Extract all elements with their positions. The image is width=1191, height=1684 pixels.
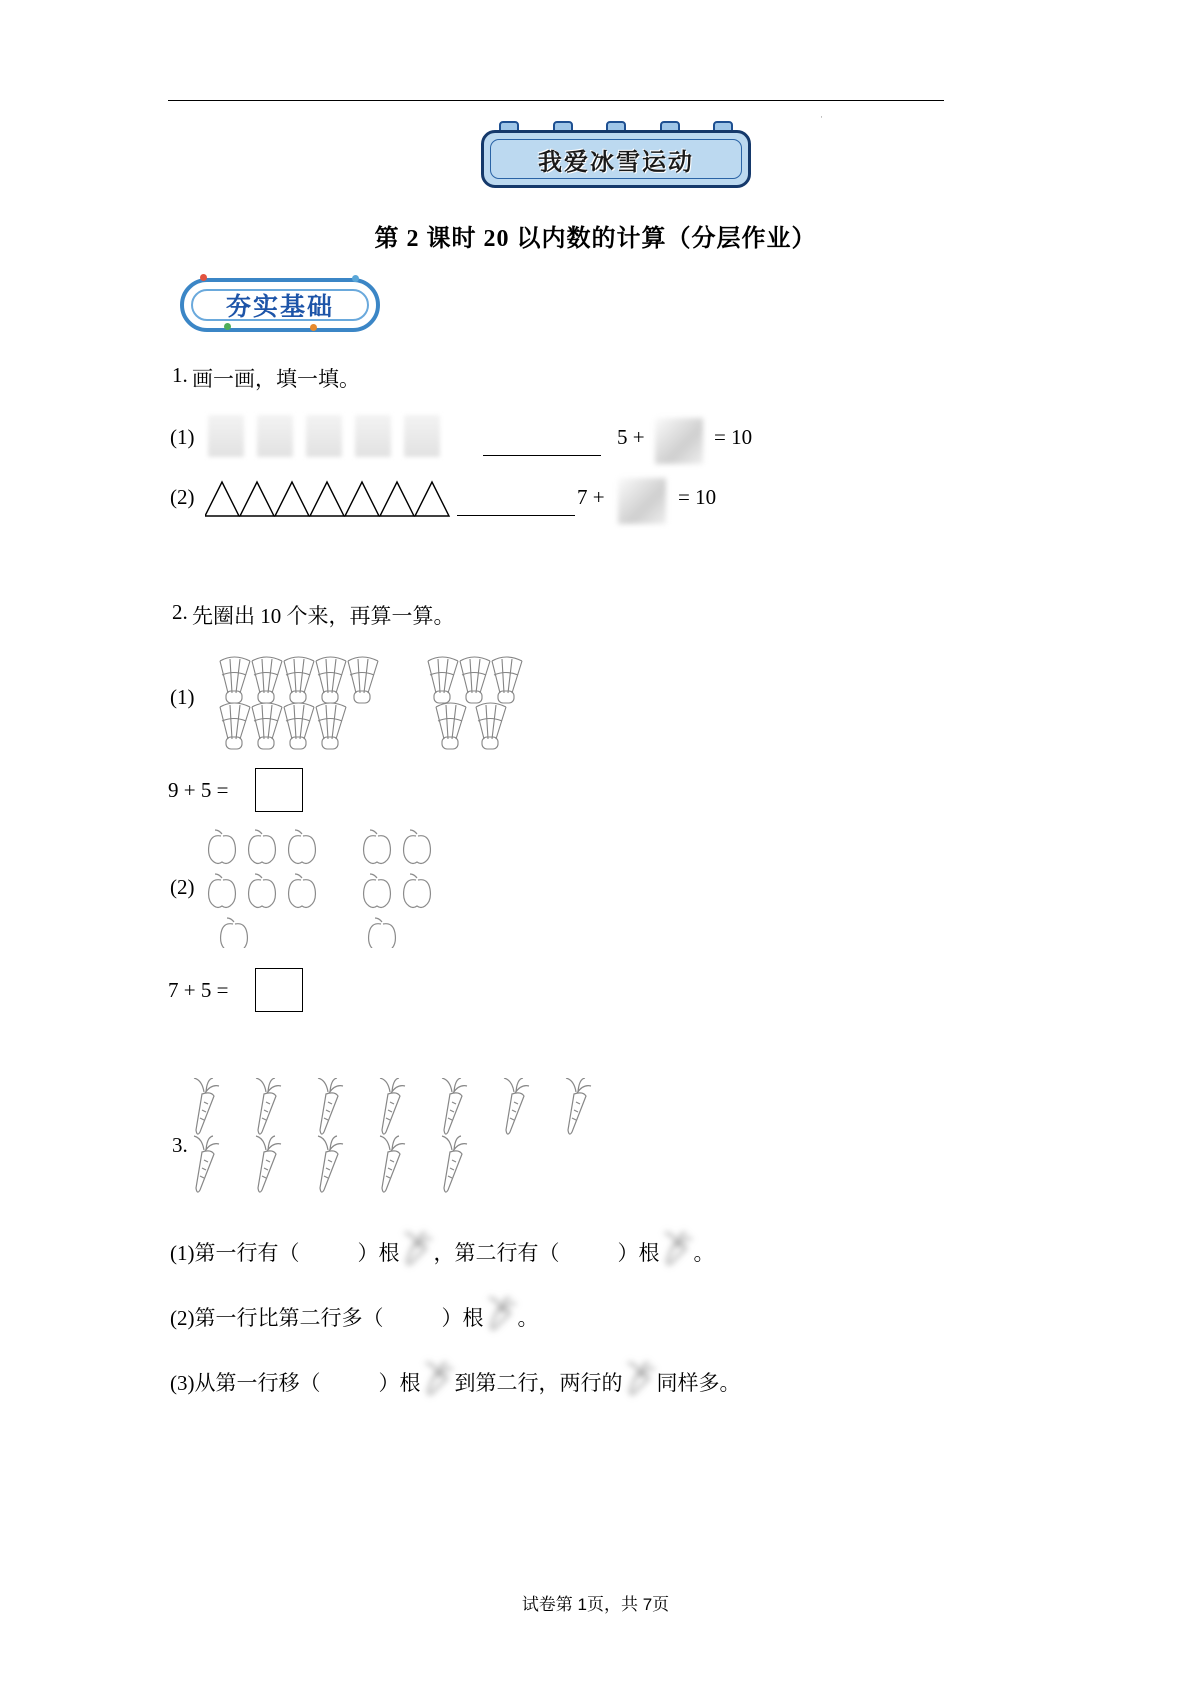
page-footer: 试卷第 1页，共 7页 bbox=[521, 1595, 670, 1614]
page-title: 第 2 课时 20 以内数的计算（分层作业） bbox=[374, 226, 817, 252]
question-3-item-3-text-c: 到第二行，两行的 bbox=[454, 1371, 623, 1395]
question-3-number: 3. bbox=[172, 1133, 188, 1157]
blurred-square bbox=[257, 415, 293, 457]
banner-title: 我爱冰雪运动 bbox=[538, 147, 694, 176]
carrot-icon bbox=[484, 1297, 518, 1337]
question-1-number: 1. bbox=[172, 363, 188, 387]
question-1-item-1-equation-right: = 10 bbox=[714, 425, 753, 449]
decor-dot-blue bbox=[352, 275, 359, 282]
blurred-square bbox=[404, 415, 440, 457]
question-1-item-2-equation-right: = 10 bbox=[678, 485, 717, 509]
header-rule bbox=[168, 100, 944, 101]
question-3-item-2-text-c: 。 bbox=[517, 1306, 539, 1330]
question-2-item-2-label: (2) bbox=[170, 875, 195, 899]
question-3-item-1-label: (1) bbox=[170, 1241, 195, 1265]
question-2-item-1-label: (1) bbox=[170, 685, 195, 709]
question-3-item-3 bbox=[170, 1362, 741, 1402]
section-badge bbox=[180, 278, 380, 332]
question-2-item-1-equation: 9 + 5 = bbox=[168, 778, 229, 802]
question-2-item-2-answer-box[interactable] bbox=[255, 968, 303, 1012]
question-3-item-1-text-d: ）根 bbox=[617, 1241, 660, 1265]
blurred-square bbox=[355, 415, 391, 457]
question-3-item-2-label: (2) bbox=[170, 1306, 195, 1330]
question-2-item-2-equation: 7 + 5 = bbox=[168, 978, 229, 1002]
question-3-item-3-text-a: 从第一行移（ bbox=[194, 1371, 321, 1395]
question-1-item-1-equation-left: 5 + bbox=[617, 425, 645, 449]
question-2-item-1-answer-box[interactable] bbox=[255, 768, 303, 812]
carrot-icon bbox=[660, 1232, 694, 1272]
carrot-icon bbox=[421, 1362, 455, 1402]
question-1-item-1-label: (1) bbox=[170, 425, 195, 449]
banner-plaque bbox=[481, 130, 751, 188]
question-1-item-2-equation-left: 7 + bbox=[577, 485, 605, 509]
question-1-item-2-answer-box[interactable] bbox=[618, 478, 666, 524]
question-3-item-3-label: (3) bbox=[170, 1371, 195, 1395]
carrot-icon bbox=[400, 1232, 434, 1272]
question-2-number: 2. bbox=[172, 600, 188, 624]
question-1-item-2-blank[interactable] bbox=[457, 515, 575, 516]
question-2-item-1-shuttlecocks bbox=[218, 645, 548, 755]
question-3-item-1-text-c: ，第二行有（ bbox=[433, 1241, 560, 1265]
question-3-item-1-text-e: 。 bbox=[693, 1241, 715, 1265]
blurred-square bbox=[306, 415, 342, 457]
question-1-prompt: 画一画，填一填。 bbox=[192, 367, 360, 391]
decor-dot-orange bbox=[310, 324, 317, 331]
question-3-item-1-text-b: ）根 bbox=[357, 1241, 400, 1265]
question-2-item-2-apples bbox=[205, 828, 445, 948]
question-1-item-1-shapes bbox=[208, 415, 458, 461]
question-3-item-1-text-a: 第一行有（ bbox=[194, 1241, 300, 1265]
blurred-square bbox=[208, 415, 244, 457]
question-3-item-2-text-b: ）根 bbox=[441, 1306, 484, 1330]
decor-dot-red bbox=[200, 274, 207, 281]
page-corner-mark: · bbox=[820, 112, 823, 122]
question-1-item-1-answer-box[interactable] bbox=[655, 418, 703, 464]
question-1-item-2-triangles bbox=[205, 480, 451, 518]
question-3-item-3-text-d: 同样多。 bbox=[656, 1371, 741, 1395]
question-1-item-2-label: (2) bbox=[170, 485, 195, 509]
question-3-item-1 bbox=[170, 1232, 715, 1272]
decor-dot-green bbox=[224, 323, 231, 330]
question-3-item-3-text-b: ）根 bbox=[378, 1371, 421, 1395]
question-3-carrots bbox=[190, 1078, 640, 1198]
question-3-item-2-text-a: 第一行比第二行多（ bbox=[194, 1306, 384, 1330]
question-3-item-2 bbox=[170, 1297, 539, 1337]
carrot-icon bbox=[623, 1362, 657, 1402]
question-1-item-1-blank[interactable] bbox=[483, 455, 601, 456]
section-badge-label: 夯实基础 bbox=[225, 292, 334, 321]
question-2-prompt: 先圈出 10 个来，再算一算。 bbox=[192, 604, 455, 628]
